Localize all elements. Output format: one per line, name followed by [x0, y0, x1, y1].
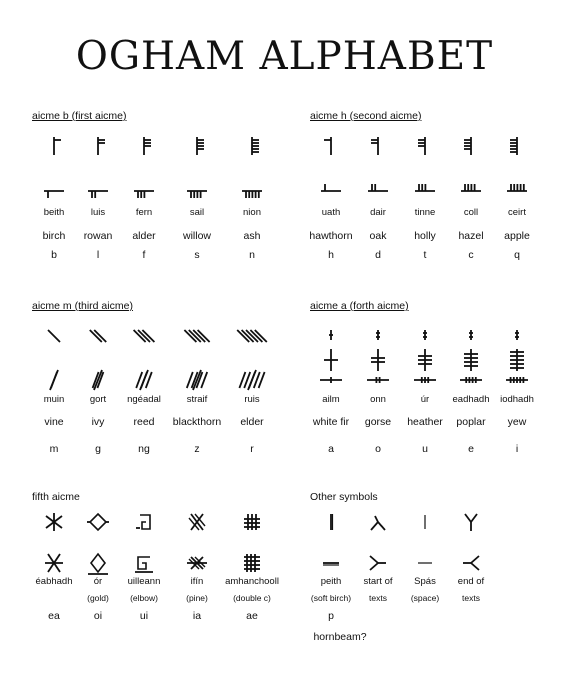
letter-tree: gorse	[364, 416, 392, 428]
letter-name: dair	[370, 207, 386, 218]
letter-tree: hazel	[458, 230, 484, 242]
forfeda-glyph-2-vertical	[131, 548, 157, 578]
letter-name: eadhadh	[452, 394, 490, 405]
section-heading-other-symbols: Other symbols	[310, 491, 378, 503]
forfeda-glyph-2	[131, 509, 157, 535]
letter-name: start of	[363, 576, 393, 587]
letter-tree: heather	[407, 416, 443, 428]
letter-name: iodhadh	[500, 394, 534, 405]
letter-name: uath	[321, 207, 341, 218]
letter-latin: g	[95, 443, 101, 455]
ogham-glyph-gort-horizontal	[84, 323, 112, 349]
forfeda-glyph-1	[85, 509, 111, 535]
other-symbol-glyph-2-horizontal	[412, 551, 438, 575]
letter-latin: i	[515, 443, 519, 455]
letter-latin: q	[514, 249, 520, 261]
ogham-glyph-straif-vertical	[183, 367, 211, 393]
letter-name: end of	[457, 576, 485, 587]
letter-latin: f	[142, 249, 146, 261]
letter-tree: apple	[504, 230, 530, 242]
forfeda-glyph-0	[41, 509, 67, 535]
forfeda-glyph-3	[184, 509, 210, 535]
letter-name: muin	[43, 394, 65, 405]
letter-name: ceirt	[508, 207, 526, 218]
letter-tree: ivy	[91, 416, 105, 428]
letter-name: peith	[320, 576, 342, 587]
ogham-glyph-muin-horizontal	[40, 323, 68, 349]
ogham-glyph-dair-vertical	[366, 134, 390, 158]
ogham-glyph-ailm-small	[321, 328, 341, 342]
letter-name: ifín	[190, 576, 204, 587]
letter-tree: rowan	[83, 230, 113, 242]
other-symbol-glyph-1-horizontal	[365, 551, 391, 575]
letter-meaning: (space)	[410, 593, 440, 603]
letter-name: beith	[43, 207, 65, 218]
letter-latin: ia	[192, 610, 202, 622]
letter-tree: blackthorn	[172, 416, 222, 428]
ogham-glyph-sail-vertical	[185, 134, 209, 158]
letter-tree: elder	[240, 416, 264, 428]
letter-latin: ea	[48, 610, 60, 622]
letter-meaning: (gold)	[87, 593, 109, 603]
letter-name: ngéadal	[127, 394, 161, 405]
ogham-glyph-úr-small	[415, 328, 435, 342]
ogham-glyph-tinne-horizontal	[411, 181, 439, 201]
letter-latin: h	[328, 249, 334, 261]
letter-tree: willow	[182, 230, 211, 242]
ogham-glyph-ruis-vertical	[238, 367, 266, 393]
ogham-glyph-ceirt-horizontal	[503, 181, 531, 201]
ogham-glyph-luis-horizontal	[84, 181, 112, 201]
letter-meaning: texts	[462, 593, 480, 603]
letter-name: éabhadh	[35, 576, 73, 587]
section-heading-fifth-aicme: fifth aicme	[32, 491, 80, 503]
letter-tree: poplar	[456, 416, 486, 428]
letter-name: sail	[189, 207, 205, 218]
ogham-glyph-tinne-vertical	[413, 134, 437, 158]
ogham-glyph-fern-horizontal	[130, 181, 158, 201]
letter-tree: yew	[507, 416, 527, 428]
other-symbol-glyph-3	[458, 510, 484, 534]
letter-latin: b	[51, 249, 57, 261]
other-symbol-glyph-2	[412, 510, 438, 534]
letter-name: uilleann	[127, 576, 161, 587]
letter-name: Spás	[414, 576, 436, 587]
ogham-glyph-straif-horizontal	[183, 323, 211, 349]
ogham-glyph-iodhadh-horizontal	[502, 375, 532, 385]
letter-tree: holly	[414, 230, 436, 242]
letter-name: nion	[243, 207, 261, 218]
letter-name: ór	[93, 576, 103, 587]
ogham-glyph-úr-vertical	[410, 346, 440, 374]
letter-tree: ash	[243, 230, 261, 242]
letter-latin: s	[194, 249, 200, 261]
ogham-glyph-ngéadal-horizontal	[130, 323, 158, 349]
letter-latin: ae	[246, 610, 258, 622]
other-symbol-glyph-3-horizontal	[458, 551, 484, 575]
section-heading-aicme-h: aicme h (second aicme)	[310, 110, 422, 122]
ogham-glyph-uath-horizontal	[317, 181, 345, 201]
ogham-glyph-coll-horizontal	[457, 181, 485, 201]
letter-name: straif	[186, 394, 208, 405]
ogham-glyph-nion-horizontal	[238, 181, 266, 201]
ogham-glyph-eadhadh-vertical	[456, 346, 486, 374]
letter-name: luis	[90, 207, 106, 218]
ogham-glyph-onn-small	[368, 328, 388, 342]
other-symbol-glyph-1	[365, 510, 391, 534]
letter-meaning: (pine)	[186, 593, 208, 603]
letter-name: coll	[463, 207, 479, 218]
ogham-glyph-úr-horizontal	[410, 375, 440, 385]
letter-latin: d	[375, 249, 381, 261]
letter-meaning: (double c)	[233, 593, 271, 603]
ogham-glyph-ailm-vertical	[316, 346, 346, 374]
ogham-glyph-beith-horizontal	[40, 181, 68, 201]
forfeda-glyph-3-vertical	[184, 548, 210, 578]
ogham-glyph-luis-vertical	[86, 134, 110, 158]
ogham-glyph-dair-horizontal	[364, 181, 392, 201]
other-symbol-glyph-0-horizontal	[318, 551, 344, 575]
letter-latin: z	[194, 443, 200, 455]
ogham-glyph-nion-vertical	[240, 134, 264, 158]
letter-tree: alder	[132, 230, 156, 242]
letter-tree: reed	[133, 416, 155, 428]
letter-name: gort	[89, 394, 107, 405]
ogham-glyph-coll-vertical	[459, 134, 483, 158]
section-heading-aicme-m: aicme m (third aicme)	[32, 300, 133, 312]
ogham-glyph-ceirt-vertical	[505, 134, 529, 158]
ogham-glyph-uath-vertical	[319, 134, 343, 158]
ogham-glyph-iodhadh-vertical	[502, 346, 532, 374]
ogham-glyph-onn-horizontal	[363, 375, 393, 385]
letter-meaning: (elbow)	[130, 593, 158, 603]
ogham-glyph-eadhadh-horizontal	[456, 375, 486, 385]
letter-name: ruis	[244, 394, 260, 405]
letter-latin: a	[328, 443, 334, 455]
hornbeam-footnote: hornbeam?	[313, 631, 367, 643]
letter-latin: m	[49, 443, 59, 455]
ogham-glyph-onn-vertical	[363, 346, 393, 374]
letter-name: onn	[370, 394, 386, 405]
letter-latin: n	[249, 249, 255, 261]
letter-latin: c	[468, 249, 474, 261]
letter-latin: p	[328, 610, 334, 622]
letter-name: fern	[135, 207, 153, 218]
letter-latin: l	[96, 249, 100, 261]
letter-tree: vine	[44, 416, 64, 428]
ogham-glyph-gort-vertical	[84, 367, 112, 393]
letter-tree: white fir	[312, 416, 350, 428]
ogham-glyph-ngéadal-vertical	[130, 367, 158, 393]
ogham-glyph-ruis-horizontal	[238, 323, 266, 349]
other-symbol-glyph-0	[318, 510, 344, 534]
letter-latin: oi	[93, 610, 103, 622]
section-heading-aicme-b: aicme b (first aicme)	[32, 110, 127, 122]
letter-latin: ng	[138, 443, 150, 455]
letter-name: úr	[420, 394, 430, 405]
letter-meaning: (soft birch)	[310, 593, 352, 603]
letter-tree: birch	[42, 230, 66, 242]
ogham-glyph-muin-vertical	[40, 367, 68, 393]
forfeda-glyph-4	[239, 509, 265, 535]
letter-latin: e	[468, 443, 474, 455]
section-heading-aicme-a: aicme a (forth aicme)	[310, 300, 409, 312]
ogham-glyph-iodhadh-small	[507, 328, 527, 342]
letter-latin: r	[250, 443, 254, 455]
ogham-glyph-eadhadh-small	[461, 328, 481, 342]
forfeda-glyph-1-vertical	[85, 548, 111, 578]
letter-latin: t	[423, 249, 427, 261]
forfeda-glyph-0-vertical	[41, 548, 67, 578]
letter-name: amhanchooll	[225, 576, 279, 587]
ogham-glyph-sail-horizontal	[183, 181, 211, 201]
letter-tree: hawthorn	[309, 230, 353, 242]
letter-name: ailm	[322, 394, 340, 405]
ogham-glyph-beith-vertical	[42, 134, 66, 158]
letter-name: tinne	[414, 207, 436, 218]
page-title: OGHAM ALPHABET	[75, 34, 494, 79]
letter-latin: ui	[139, 610, 149, 622]
letter-tree: oak	[369, 230, 387, 242]
ogham-glyph-ailm-horizontal	[316, 375, 346, 385]
letter-meaning: texts	[369, 593, 387, 603]
letter-latin: u	[422, 443, 428, 455]
ogham-glyph-fern-vertical	[132, 134, 156, 158]
forfeda-glyph-4-vertical	[239, 548, 265, 578]
letter-latin: o	[375, 443, 381, 455]
